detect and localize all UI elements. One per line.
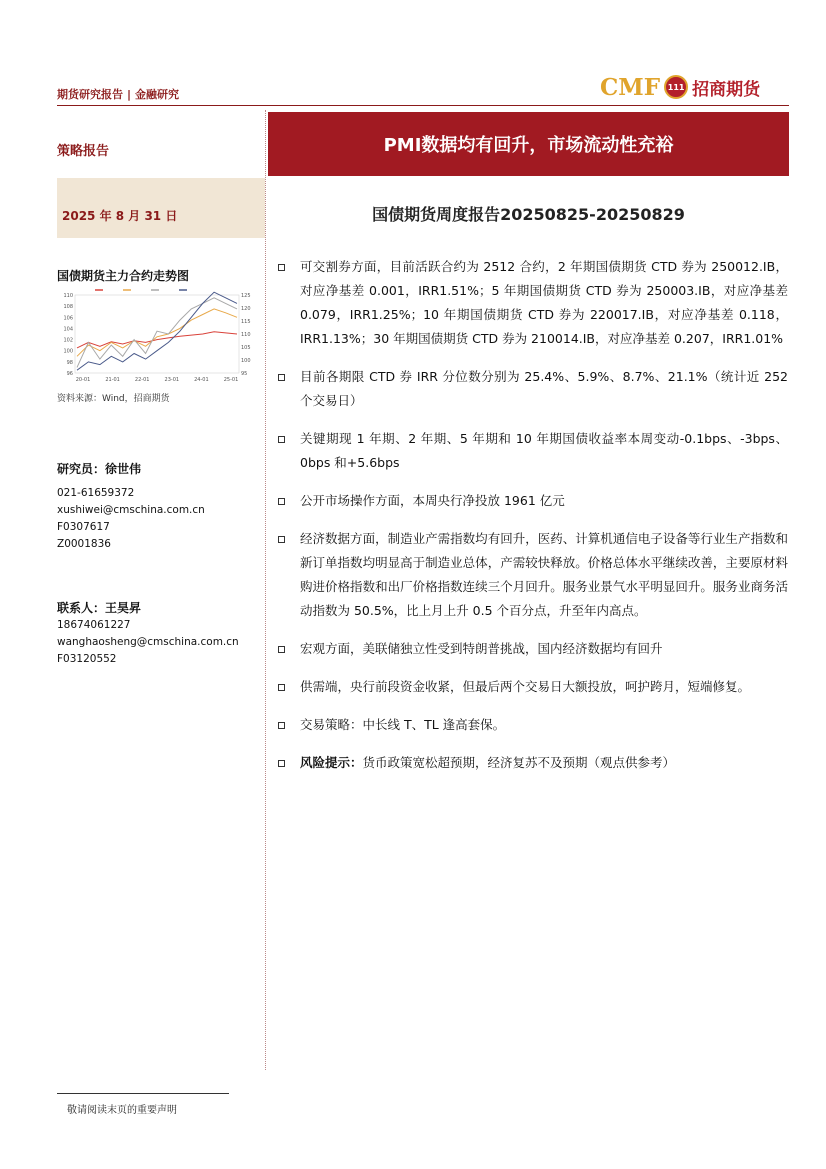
bullet-text: 关键期现 1 年期、2 年期、5 年期和 10 年期国债收益率本周变动-0.1bps、-3bps、0bps 和+5.6bps — [300, 431, 788, 470]
header-separator: | — [127, 88, 132, 101]
x-tick-label: 24-01 — [194, 377, 209, 383]
report-category: 策略报告 — [57, 144, 110, 159]
y-left-tick-label: 110 — [63, 293, 73, 299]
x-tick-label: 25-01 — [223, 377, 239, 383]
column-divider — [265, 110, 266, 1070]
researcher-phone: 021-61659372 — [57, 487, 135, 499]
title-banner — [268, 112, 789, 176]
chart-source: 资料来源：Wind，招商期货 — [57, 394, 170, 404]
researcher-label: 研究员：徐世伟 — [57, 462, 142, 476]
bullet-yields — [278, 427, 788, 475]
bullet-supply-demand — [278, 675, 788, 699]
summary-bullets — [278, 255, 788, 789]
bullet-risk — [278, 751, 788, 775]
bullet-economy — [278, 527, 788, 623]
x-tick-label: 21-01 — [105, 377, 120, 383]
chart-title: 国债期货主力合约走势图 — [57, 269, 190, 283]
bullet-text: 目前各期限 CTD 券 IRR 分位数分别为 25.4%、5.9%、8.7%、21.1%（统计近 252 个交易日） — [300, 369, 788, 408]
contact-phone: 18674061227 — [57, 619, 131, 631]
researcher-license-z: Z0001836 — [57, 538, 111, 550]
checkbox-bullet-icon — [278, 498, 285, 505]
checkbox-bullet-icon — [278, 760, 285, 767]
series-line-2 — [77, 298, 237, 368]
bullet-text: 公开市场操作方面，本周央行净投放 1961 亿元 — [300, 493, 565, 508]
bullet-text: 交易策略：中长线 T、TL 逢高套保。 — [300, 717, 506, 732]
bullet-omo — [278, 489, 788, 513]
contact-label: 联系人：王昊昇 — [57, 601, 142, 615]
y-right-tick-label: 95 — [241, 371, 248, 377]
contact-email: wanghaosheng@cmschina.com.cn — [57, 636, 239, 648]
bullet-text: 经济数据方面，制造业产需指数均有回升，医药、计算机通信电子设备等行业生产指数和新订单指数均明显高于制造业总体，产需较快释放。价格总体水平继续改善，主要原材料购进价格指数和出厂价格指数连续三个月回升。服务业景气水平明显回升。服务业商务活动指数为 50.5%，比上月上升 0.5 个百分点，升至年内高点。 — [300, 531, 788, 618]
bullet-ctd — [278, 255, 788, 351]
checkbox-bullet-icon — [278, 646, 285, 653]
contact-license: F03120552 — [57, 653, 117, 665]
footer-disclaimer: 敬请阅读末页的重要声明 — [67, 1105, 177, 1116]
checkbox-bullet-icon — [278, 684, 285, 691]
y-left-tick-label: 108 — [63, 304, 73, 311]
report-title: PMI数据均有回升，市场流动性充裕 — [383, 135, 674, 156]
y-right-tick-label: 100 — [241, 358, 251, 364]
y-right-tick-label: 105 — [241, 345, 251, 351]
logo-cn: 招商期货 — [692, 79, 761, 100]
bullet-strategy — [278, 713, 788, 737]
bullet-text: 宏观方面，美联储独立性受到特朗普挑战，国内经济数据均有回升 — [300, 641, 663, 656]
bullet-text: 货币政策宽松超预期，经济复苏不及预期（观点供参考） — [362, 755, 676, 770]
checkbox-bullet-icon — [278, 536, 285, 543]
checkbox-bullet-icon — [278, 264, 285, 271]
series-line-0 — [77, 332, 237, 348]
bullet-macro — [278, 637, 788, 661]
logo-badge-icon: 111 — [664, 75, 688, 99]
x-tick-label: 22-01 — [134, 377, 150, 383]
x-tick-label: 20-01 — [75, 377, 91, 383]
checkbox-bullet-icon — [278, 374, 285, 381]
report-field: 金融研究 — [135, 88, 180, 101]
logo-text: CMF — [600, 73, 661, 101]
y-left-tick-label: 96 — [66, 371, 73, 377]
report-subtitle: 国债期货周度报告20250825-20250829 — [372, 205, 685, 224]
y-right-tick-label: 120 — [241, 306, 251, 312]
chart-plot-frame — [75, 295, 239, 373]
y-left-tick-label: 100 — [63, 348, 73, 355]
x-tick-label: 23-01 — [164, 377, 180, 383]
y-right-tick-label: 125 — [241, 293, 251, 299]
y-left-tick-label: 102 — [63, 337, 73, 344]
risk-label: 风险提示： — [300, 755, 363, 770]
y-right-tick-label: 115 — [241, 319, 251, 325]
futures-trend-chart — [57, 285, 257, 387]
y-right-tick-label: 110 — [241, 332, 251, 338]
bullet-text: 供需端，央行前段资金收紧，但最后两个交易日大额投放，呵护跨月，短端修复。 — [300, 679, 751, 694]
cmf-logo — [600, 70, 760, 104]
bullet-text: 可交割券方面，目前活跃合约为 2512 合约，2 年期国债期货 CTD 券为 250012.IB，对应净基差 0.001，IRR1.51%；5 年期国债期货 CTD 券为 250003.IB，对应净基差 0.079，IRR1.25%；10 年期国债期货 CTD 券为 220017.IB，对应净基差 0.118，IRR1.13%；30 年期国债期货 CTD 券为 210014.IB，对应净基差 0.207，IRR1.01% — [300, 259, 788, 346]
y-left-tick-label: 104 — [63, 326, 73, 333]
report-type-header — [57, 86, 179, 102]
report-type: 期货研究报告 — [57, 88, 123, 101]
header-rule — [57, 105, 789, 106]
contact-details — [57, 617, 239, 668]
researcher-email: xushiwei@cmschina.com.cn — [57, 504, 205, 516]
y-left-tick-label: 106 — [63, 315, 73, 322]
researcher-contacts — [57, 485, 205, 553]
report-date: 2025 年 8 月 31 日 — [62, 209, 178, 223]
footer-rule — [57, 1093, 229, 1094]
checkbox-bullet-icon — [278, 436, 285, 443]
researcher-license-f: F0307617 — [57, 521, 110, 533]
bullet-irr — [278, 365, 788, 413]
y-left-tick-label: 98 — [66, 359, 73, 366]
checkbox-bullet-icon — [278, 722, 285, 729]
series-line-1 — [77, 309, 237, 356]
